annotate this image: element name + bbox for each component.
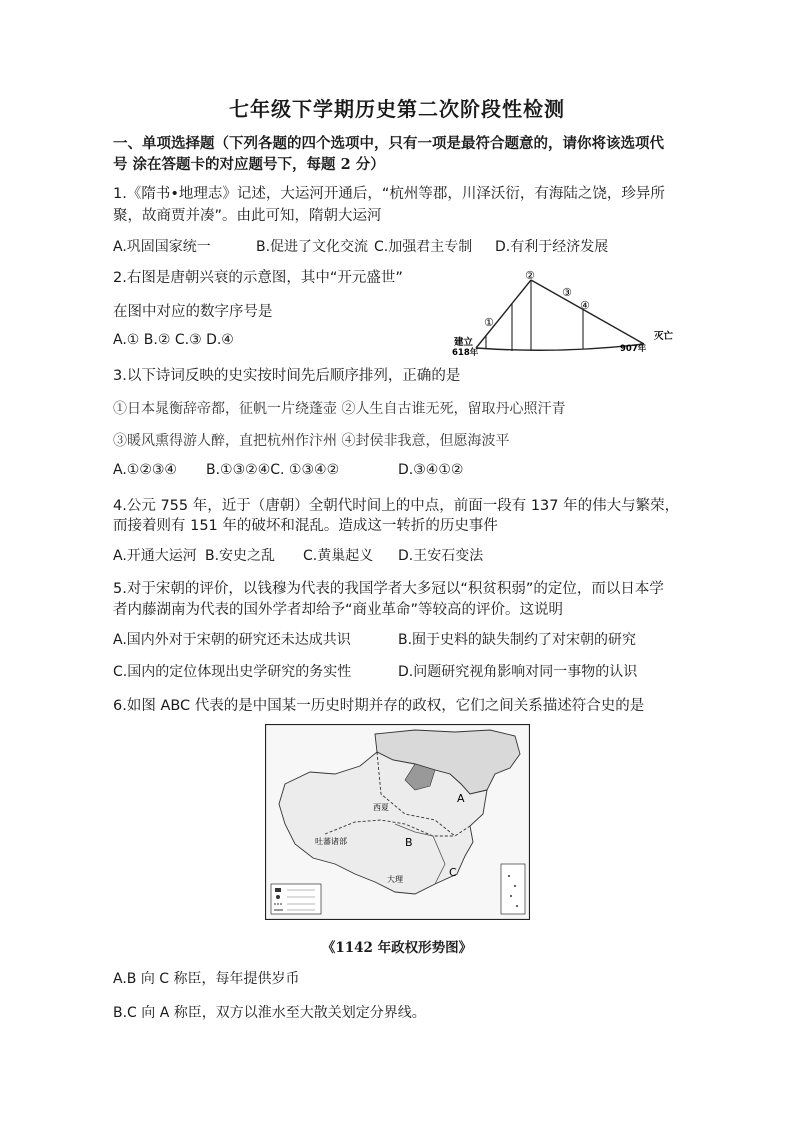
q4-option-b: B.安史之乱 — [205, 548, 276, 564]
q4-option-a: A.开通大运河 — [113, 548, 197, 564]
q5-stem-line1: 5.对于宋朝的评价，以钱穆为代表的我国学者大多冠以“积贫积弱”的定位，而以日本学 — [113, 581, 664, 597]
q1-stem-line2: 聚，故商贾并凑”。由此可知，隋朝大运河 — [113, 208, 382, 224]
tang-rise-fall-diagram — [440, 266, 685, 356]
q4-stem-line2: 而接着则有 151 年的破坏和混乱。造成这一转折的历史事件 — [113, 518, 498, 534]
decline-line — [531, 280, 644, 344]
q4-option-d: D.王安石变法 — [398, 548, 484, 564]
end-label: 灭亡 — [654, 331, 674, 342]
q5-stem-line2: 者内藤湖南为代表的国外学者却给予“商业革命”等较高的评价。这说明 — [113, 602, 564, 618]
rise-line — [476, 280, 531, 348]
map-label-xixia: 西夏 — [373, 803, 389, 812]
diagram-marker-4: ④ — [580, 299, 590, 312]
map-label-a: A — [457, 792, 465, 805]
page-title: 七年级下学期历史第二次阶段性检测 — [229, 97, 565, 121]
q1-option-a: A.巩固国家统一 — [113, 239, 211, 255]
q2-options: A.① B.② C.③ D.④ — [113, 332, 234, 348]
q3-option-d: D.③④①② — [398, 462, 464, 478]
diagram-marker-2: ② — [525, 269, 535, 282]
start-year: 618年 — [452, 348, 479, 356]
q1-option-c: C.加强君主专制 — [374, 239, 473, 255]
end-year: 907年 — [620, 344, 647, 354]
q3-poem-line1: ①日本晁衡辞帝都，征帆一片绕蓬壶 ②人生自古谁无死，留取丹心照汗青 — [113, 401, 566, 417]
q3-poem-line2: ③暖风熏得游人醉，直把杭州作汴州 ④封侯非我意，但愿海波平 — [113, 433, 510, 449]
q6-option-a: A.B 向 C 称臣，每年提供岁币 — [113, 971, 300, 987]
q6-stem: 6.如图 ABC 代表的是中国某一历史时期并存的政权，它们之间关系描述符合史的是 — [113, 698, 645, 714]
start-label: 建立 — [454, 337, 474, 348]
map-label-c: C — [449, 866, 457, 879]
map-label-b: B — [405, 836, 413, 849]
q2-stem-line2: 在图中对应的数字序号是 — [113, 304, 273, 320]
q5-option-d: D.问题研究视角影响对同一事物的认识 — [398, 664, 638, 680]
q3-stem: 3.以下诗词反映的史实按时间先后顺序排列，正确的是 — [113, 368, 461, 384]
diagram-marker-1: ① — [484, 316, 494, 329]
map-1142-regimes — [265, 724, 530, 920]
q1-option-d: D.有利于经济发展 — [495, 239, 609, 255]
section-heading-line1: 一、单项选择题（下列各题的四个选项中，只有一项是最符合题意的，请你将该选项代 — [113, 135, 664, 152]
q2-stem-line1: 2.右图是唐朝兴衰的示意图，其中“开元盛世” — [113, 270, 403, 286]
q6-option-b: B.C 向 A 称臣，双方以淮水至大散关划定分界线。 — [113, 1005, 426, 1021]
q1-option-b: B.促进了文化交流 — [256, 239, 369, 255]
q5-option-c: C.国内的定位体现出史学研究的务实性 — [113, 664, 352, 680]
q4-option-c: C.黄巢起义 — [303, 548, 374, 564]
diagram-marker-3: ③ — [562, 286, 572, 299]
q3-option-bc: B.①③②④C. ①③④② — [206, 462, 340, 478]
south-sea-inset — [501, 864, 525, 914]
q5-option-b: B.囿于史料的缺失制约了对宋朝的研究 — [398, 632, 637, 648]
base-line — [476, 344, 644, 350]
q5-option-a: A.国内外对于宋朝的研究还未达成共识 — [113, 632, 351, 648]
section-heading-line2: 号 涂在答题卡的对应题号下，每题 2 分） — [113, 156, 385, 173]
q4-stem-line1: 4.公元 755 年，近于（唐朝）全朝代时间上的中点，前面一段有 137 年的伟大与繁荣， — [113, 498, 680, 514]
q3-option-a: A.①②③④ — [113, 462, 177, 478]
map-label-dali: 大理 — [387, 875, 403, 884]
q1-stem-line1: 1.《隋书•地理志》记述，大运河开通后，“杭州等郡，川泽沃衍，有海陆之饶，珍异所 — [113, 186, 665, 202]
map-label-tibet: 吐蕃诸部 — [315, 837, 347, 846]
map-caption: 《1142 年政权形势图》 — [321, 940, 473, 956]
